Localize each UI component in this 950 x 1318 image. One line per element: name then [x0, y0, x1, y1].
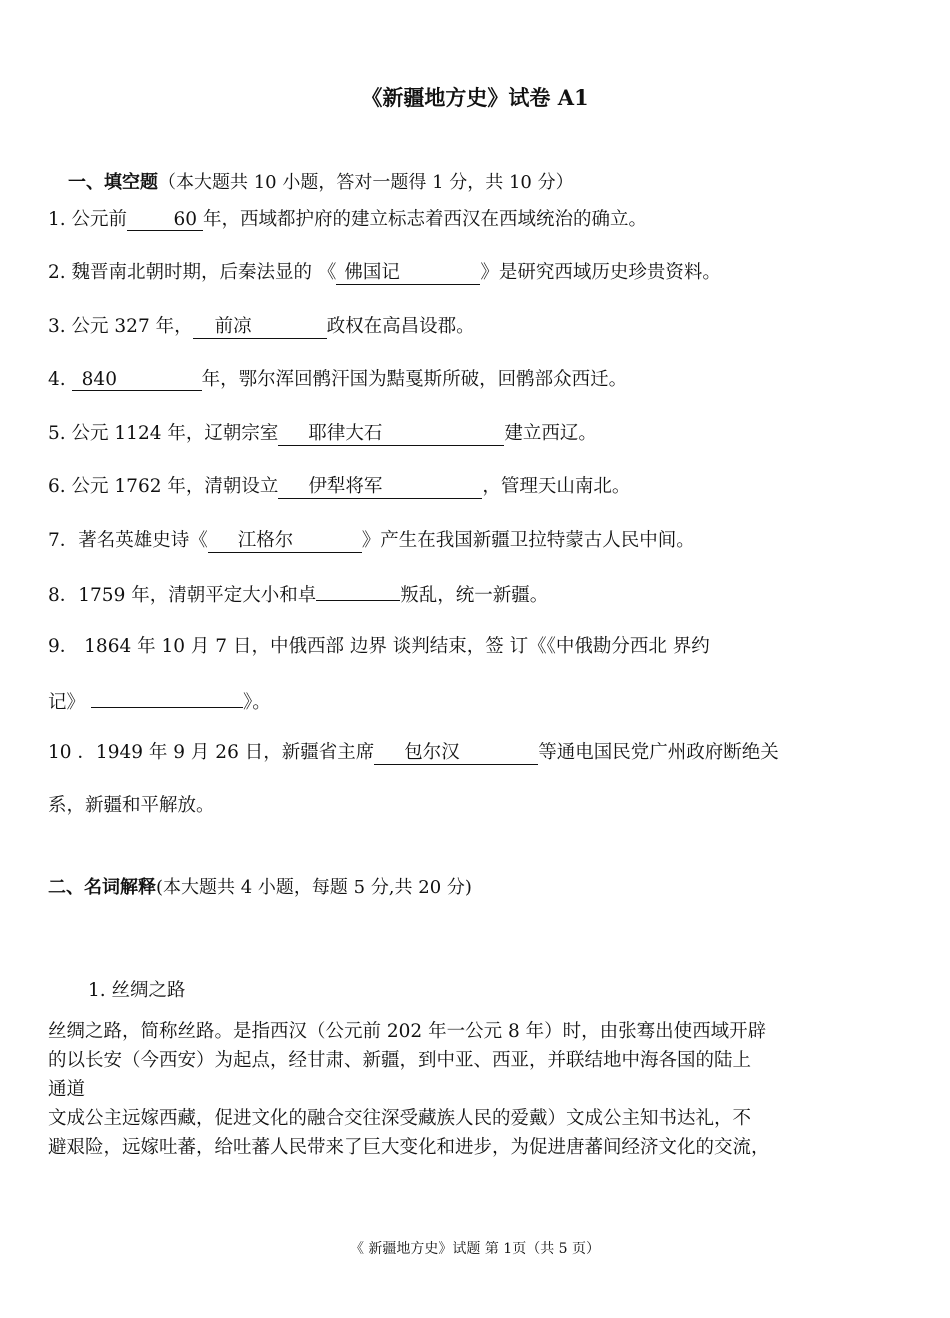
question-4-prefix: 4. — [48, 369, 66, 390]
question-8-answer — [316, 579, 400, 601]
question-7 — [48, 526, 695, 553]
page-footer: 《 新疆地方史》试题 第 1页（共 5 页） — [349, 1241, 601, 1257]
question-9-line-1: 9． 1864 年 10 月 7 日，中俄西部 边界 谈判结束，签 订《《中俄勘分西北 界约 — [48, 636, 710, 657]
question-1 — [48, 205, 647, 231]
question-9-suffix: 》。 — [243, 692, 271, 713]
paragraph-line: 丝绸之路，简称丝路。是指西汉（公元前 202 年一公元 8 年）时，由张骞出使西域开辟 — [48, 1021, 767, 1042]
question-10-suffix: 等通电国民党广州政府断绝关 — [538, 742, 779, 763]
question-2-answer: 佛国记 — [336, 258, 480, 285]
question-6 — [48, 472, 630, 499]
question-1-answer: 60 — [127, 209, 203, 231]
question-2-prefix: 2. 魏晋南北朝时期，后秦法显的 《 — [48, 262, 337, 283]
question-3-suffix: 政权在高昌设郡。 — [326, 316, 475, 337]
question-9-answer — [91, 686, 243, 708]
paragraph-line: 的以长安（今西安）为起点，经甘肃、新疆，到中亚、西亚，并联结地中海各国的陆上 — [48, 1050, 752, 1071]
question-5 — [48, 419, 597, 446]
question-1-suffix: 年，西域都护府的建立标志着西汉在西域统治的确立。 — [203, 209, 648, 230]
section-1-note: （本大题共 10 小题，答对一题得 1 分，共 10 分） — [158, 172, 574, 193]
question-6-answer: 伊犁将军 — [278, 472, 482, 499]
question-8 — [48, 579, 548, 607]
question-3-answer: 前凉 — [193, 312, 327, 339]
question-6-suffix: ，管理天山南北。 — [482, 476, 631, 497]
question-3-prefix: 3. 公元 327 年， — [48, 316, 193, 337]
question-8-suffix: 叛乱，统一新疆。 — [400, 585, 549, 606]
paragraph-line: 避艰险，远嫁吐蕃，给吐蕃人民带来了巨大变化和进步，为促进唐蕃间经济文化的交流， — [48, 1137, 770, 1158]
question-3 — [48, 312, 475, 339]
term-1-explanation — [48, 1017, 868, 1162]
question-10-answer: 包尔汉 — [374, 738, 538, 765]
paragraph-line: 文成公主远嫁西藏，促进文化的融合交往深受藏族人民的爱戴）文成公主知书达礼，不 — [48, 1108, 752, 1129]
paragraph-line: 通道 — [48, 1079, 86, 1100]
question-9-prefix: 记》 — [48, 692, 86, 713]
question-5-suffix: 建立西辽。 — [504, 423, 597, 444]
section-2-heading: 二、名词解释 — [48, 877, 156, 898]
section-1-heading: 一、填空题 — [68, 172, 158, 193]
question-10 — [48, 738, 779, 765]
question-7-prefix: 7．著名英雄史诗《 — [48, 530, 208, 551]
question-2-suffix: 》是研究西域历史珍贵资料。 — [480, 262, 721, 283]
question-7-answer: 江格尔 — [208, 526, 362, 553]
question-2 — [48, 258, 721, 285]
section-1-header — [68, 168, 574, 194]
question-5-answer: 耶律大石 — [278, 419, 504, 446]
question-4-suffix: 年，鄂尔浑回鹘汗国为黠戛斯所破，回鹘部众西迁。 — [201, 369, 628, 390]
question-4 — [48, 365, 627, 391]
section-2-note: (本大题共 4 小题，每题 5 分,共 20 分) — [156, 877, 472, 898]
section-2-header — [48, 873, 472, 899]
question-5-prefix: 5. 公元 1124 年，辽朝宗室 — [48, 423, 279, 444]
question-4-answer: 840 — [72, 369, 202, 391]
question-6-prefix: 6. 公元 1762 年，清朝设立 — [48, 476, 279, 497]
question-1-prefix: 1. 公元前 — [48, 209, 128, 230]
question-8-prefix: 8．1759 年，清朝平定大小和卓 — [48, 585, 317, 606]
term-1-label: 1. 丝绸之路 — [88, 980, 186, 1001]
question-9-line-2 — [48, 686, 271, 714]
page-title: 《新疆地方史》试卷 A1 — [361, 85, 589, 110]
question-7-suffix: 》产生在我国新疆卫拉特蒙古人民中间。 — [361, 530, 695, 551]
question-10-line-2: 系，新疆和平解放。 — [48, 795, 215, 816]
question-10-prefix: 10 ．1949 年 9 月 26 日，新疆省主席 — [48, 742, 375, 763]
